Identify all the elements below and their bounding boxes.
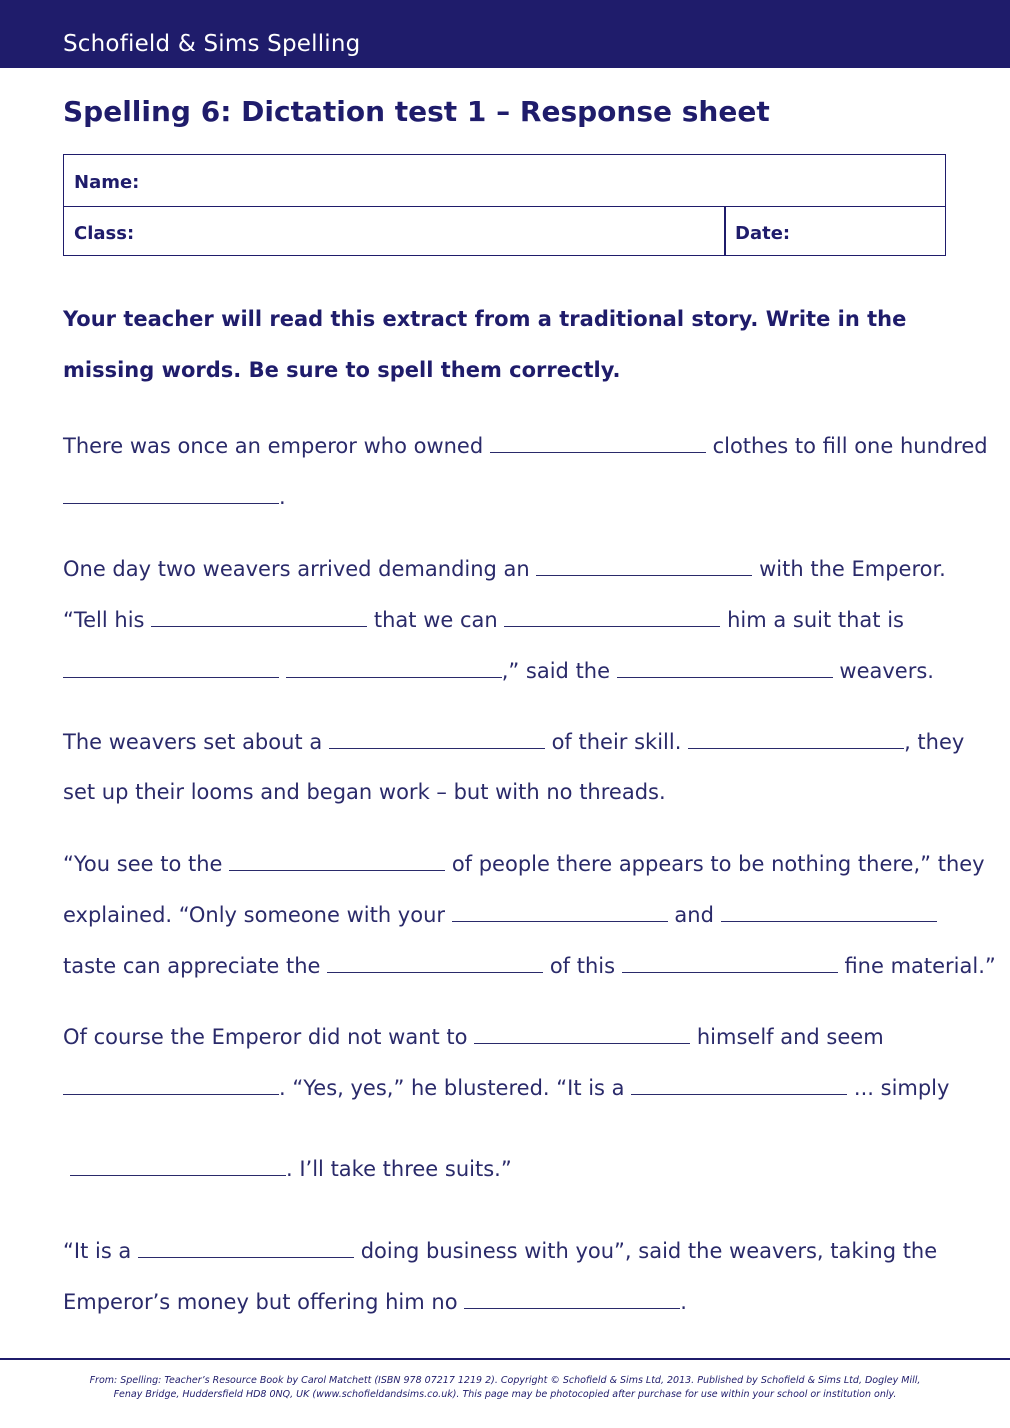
answer-blank[interactable] [622, 950, 838, 973]
story-text: ,” said the [501, 659, 611, 683]
date-label: Date: [735, 223, 791, 244]
story-line [63, 604, 904, 635]
answer-blank[interactable] [138, 1235, 354, 1258]
story-text: . [680, 1290, 687, 1314]
story-line [70, 1153, 512, 1184]
story-text: . [279, 485, 286, 509]
story-line [63, 1021, 884, 1052]
answer-blank[interactable] [504, 604, 720, 627]
page-title: Spelling 6: Dictation test 1 – Response sheet [63, 95, 770, 128]
story-line [63, 1235, 937, 1266]
story-text: set up their looms and began work – but with no threads. [63, 780, 666, 804]
story-line [63, 950, 996, 981]
name-label: Name: [74, 172, 140, 193]
answer-blank[interactable] [474, 1021, 690, 1044]
story-text: fine material.” [844, 954, 996, 978]
story-text: of this [549, 954, 616, 978]
answer-blank[interactable] [286, 655, 502, 678]
story-text: “You see to the [63, 852, 223, 876]
answer-blank[interactable] [70, 1153, 286, 1176]
story-line [63, 1286, 687, 1317]
class-label: Class: [74, 223, 135, 244]
story-line [63, 848, 985, 879]
story-text: himself and seem [696, 1025, 884, 1049]
story-line [63, 481, 286, 512]
story-line [63, 430, 988, 461]
student-info-box [63, 154, 946, 256]
story-text: of their skill. [551, 730, 682, 754]
answer-blank[interactable] [327, 950, 543, 973]
answer-blank[interactable] [63, 1072, 279, 1095]
story-text: “Tell his [63, 608, 145, 632]
copyright-footer [0, 1374, 1010, 1402]
name-row[interactable] [64, 155, 945, 207]
answer-blank[interactable] [452, 899, 668, 922]
instructions: Your teacher will read this extract from a traditional story. Write in the missing words. Be sure to spell them correctly. [63, 307, 907, 382]
story-text: of people there appears to be nothing there,” they [451, 852, 985, 876]
story-text: , they [904, 730, 965, 754]
answer-blank[interactable] [721, 899, 937, 922]
story-text: him a suit that is [727, 608, 904, 632]
story-text: “It is a [63, 1239, 132, 1263]
answer-blank[interactable] [536, 553, 752, 576]
story-text: clothes to fill one hundred [712, 434, 988, 458]
story-text: taste can appreciate the [63, 954, 321, 978]
answer-blank[interactable] [151, 604, 367, 627]
answer-blank[interactable] [617, 655, 833, 678]
brand-title: Schofield & Sims Spelling [63, 31, 361, 57]
story-text: Of course the Emperor did not want to [63, 1025, 468, 1049]
footer-line-2: Fenay Bridge, Huddersfield HD8 0NQ, UK (www.schofieldandsims.co.uk). This page may be photocopied after purchase for use within your school or institution only. [113, 1389, 897, 1400]
answer-blank[interactable] [63, 481, 279, 504]
info-divider [724, 206, 726, 255]
story-line [63, 1072, 949, 1103]
footer-rule [0, 1358, 1010, 1360]
answer-blank[interactable] [464, 1286, 680, 1309]
story-text: The weavers set about a [63, 730, 323, 754]
story-text: ... simply [853, 1076, 950, 1100]
story-text: . I’ll take three suits.” [286, 1157, 512, 1181]
answer-blank[interactable] [329, 726, 545, 749]
story-text: explained. “Only someone with your [63, 903, 446, 927]
answer-blank[interactable] [229, 848, 445, 871]
story-text: . “Yes, yes,” he blustered. “It is a [279, 1076, 625, 1100]
story-text: One day two weavers arrived demanding an [63, 557, 530, 581]
story-line [63, 726, 964, 757]
answer-blank[interactable] [631, 1072, 847, 1095]
story-text: doing business with you”, said the weavers, taking the [360, 1239, 938, 1263]
story-text: weavers. [839, 659, 934, 683]
story-text: Emperor’s money but offering him no [63, 1290, 458, 1314]
story-text: that we can [373, 608, 498, 632]
story-text: and [674, 903, 714, 927]
story-line [63, 777, 666, 807]
answer-blank[interactable] [63, 655, 279, 678]
answer-blank[interactable] [688, 726, 904, 749]
story-line [63, 553, 946, 584]
story-line [63, 655, 934, 686]
story-line [63, 899, 937, 930]
footer-line-1: From: Spelling: Teacher’s Resource Book by Carol Matchett (ISBN 978 07217 1219 2). Copyright © Schofield & Sims Ltd, 2013. Published by Schofield & Sims Ltd, Dogley Mill, [89, 1375, 921, 1386]
story-text: There was once an emperor who owned [63, 434, 484, 458]
answer-blank[interactable] [490, 430, 706, 453]
story-text: with the Emperor. [759, 557, 946, 581]
header-bar [0, 0, 1010, 68]
